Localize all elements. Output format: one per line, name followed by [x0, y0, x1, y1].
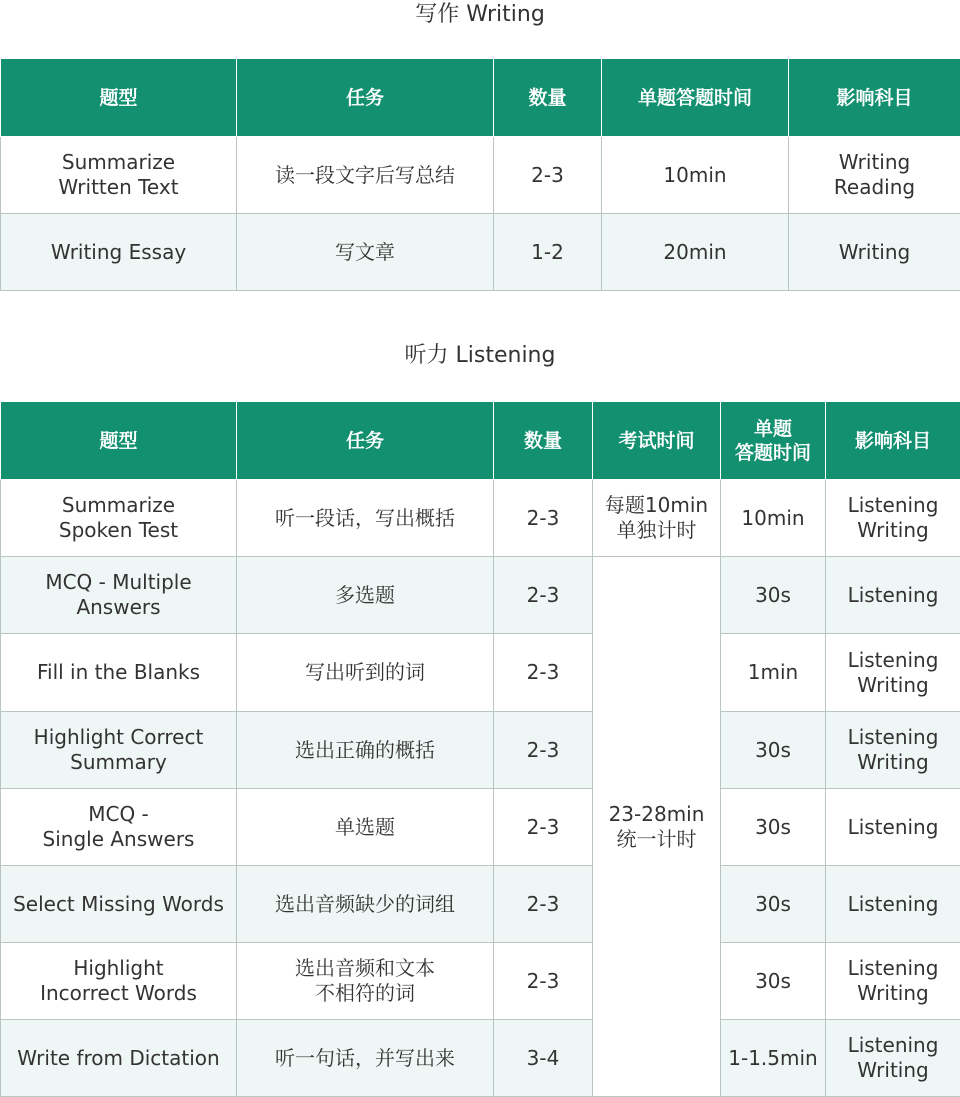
cell-time: 10min — [602, 137, 789, 214]
cell-task: 读一段文字后写总结 — [237, 137, 494, 214]
table-row — [1, 866, 960, 943]
cell-type: Writing Essay — [1, 214, 237, 291]
cell-subject: Listening Writing — [826, 634, 960, 712]
cell-count: 2-3 — [494, 480, 593, 557]
cell-task: 选出音频和文本 不相符的词 — [237, 943, 494, 1020]
cell-count: 1-2 — [494, 214, 602, 291]
cell-count: 2-3 — [494, 712, 593, 789]
cell-type: Summarize Spoken Test — [1, 480, 237, 557]
cell-type: Select Missing Words — [1, 866, 237, 943]
cell-type: MCQ - Single Answers — [1, 789, 237, 866]
cell-type: Highlight Incorrect Words — [1, 943, 237, 1020]
cell-subject: Listening Writing — [826, 712, 960, 789]
table-row — [1, 480, 960, 557]
cell-exam-time: 每题10min 单独计时 — [593, 480, 721, 557]
cell-type: Highlight Correct Summary — [1, 712, 237, 789]
cell-time: 30s — [721, 943, 826, 1020]
writing-header-row — [1, 59, 960, 137]
cell-time: 30s — [721, 557, 826, 634]
cell-time: 1min — [721, 634, 826, 712]
cell-task: 选出音频缺少的词组 — [237, 866, 494, 943]
header-task: 任务 — [237, 402, 494, 480]
table-row — [1, 943, 960, 1020]
listening-section-title: 听力 Listening — [0, 341, 960, 371]
cell-task: 写出听到的词 — [237, 634, 494, 712]
header-task: 任务 — [237, 59, 494, 137]
cell-type: Summarize Written Text — [1, 137, 237, 214]
writing-table — [0, 58, 960, 291]
cell-task: 多选题 — [237, 557, 494, 634]
cell-count: 3-4 — [494, 1020, 593, 1097]
cell-task: 单选题 — [237, 789, 494, 866]
cell-count: 2-3 — [494, 866, 593, 943]
cell-type: Fill in the Blanks — [1, 634, 237, 712]
cell-count: 2-3 — [494, 557, 593, 634]
cell-time: 10min — [721, 480, 826, 557]
header-affected-subjects: 影响科目 — [826, 402, 960, 480]
table-row — [1, 634, 960, 712]
cell-time: 1-1.5min — [721, 1020, 826, 1097]
cell-merged-exam-time: 23-28min 统一计时 — [593, 557, 721, 1097]
listening-table — [0, 401, 960, 1097]
cell-type: Write from Dictation — [1, 1020, 237, 1097]
cell-type: MCQ - Multiple Answers — [1, 557, 237, 634]
header-exam-time: 考试时间 — [593, 402, 721, 480]
header-affected-subjects: 影响科目 — [789, 59, 960, 137]
cell-task: 听一句话，并写出来 — [237, 1020, 494, 1097]
header-count: 数量 — [494, 59, 602, 137]
table-row — [1, 1020, 960, 1097]
header-question-type: 题型 — [1, 402, 237, 480]
cell-task: 听一段话，写出概括 — [237, 480, 494, 557]
cell-count: 2-3 — [494, 634, 593, 712]
header-time-per-question: 单题 答题时间 — [721, 402, 826, 480]
table-row — [1, 789, 960, 866]
cell-count: 2-3 — [494, 789, 593, 866]
writing-section-title: 写作 Writing — [0, 0, 960, 30]
cell-subject: Listening Writing — [826, 480, 960, 557]
cell-time: 30s — [721, 789, 826, 866]
table-row — [1, 214, 960, 291]
cell-count: 2-3 — [494, 137, 602, 214]
header-question-type: 题型 — [1, 59, 237, 137]
cell-time: 20min — [602, 214, 789, 291]
cell-subject: Listening — [826, 557, 960, 634]
table-row — [1, 712, 960, 789]
cell-task: 选出正确的概括 — [237, 712, 494, 789]
cell-subject: Writing — [789, 214, 960, 291]
cell-subject: Listening Writing — [826, 943, 960, 1020]
table-row — [1, 137, 960, 214]
cell-task: 写文章 — [237, 214, 494, 291]
cell-time: 30s — [721, 712, 826, 789]
cell-subject: Listening — [826, 866, 960, 943]
cell-count: 2-3 — [494, 943, 593, 1020]
header-count: 数量 — [494, 402, 593, 480]
header-time-per-question: 单题答题时间 — [602, 59, 789, 137]
table-row — [1, 557, 960, 634]
cell-subject: Writing Reading — [789, 137, 960, 214]
listening-header-row — [1, 402, 960, 480]
cell-time: 30s — [721, 866, 826, 943]
cell-subject: Listening — [826, 789, 960, 866]
cell-subject: Listening Writing — [826, 1020, 960, 1097]
